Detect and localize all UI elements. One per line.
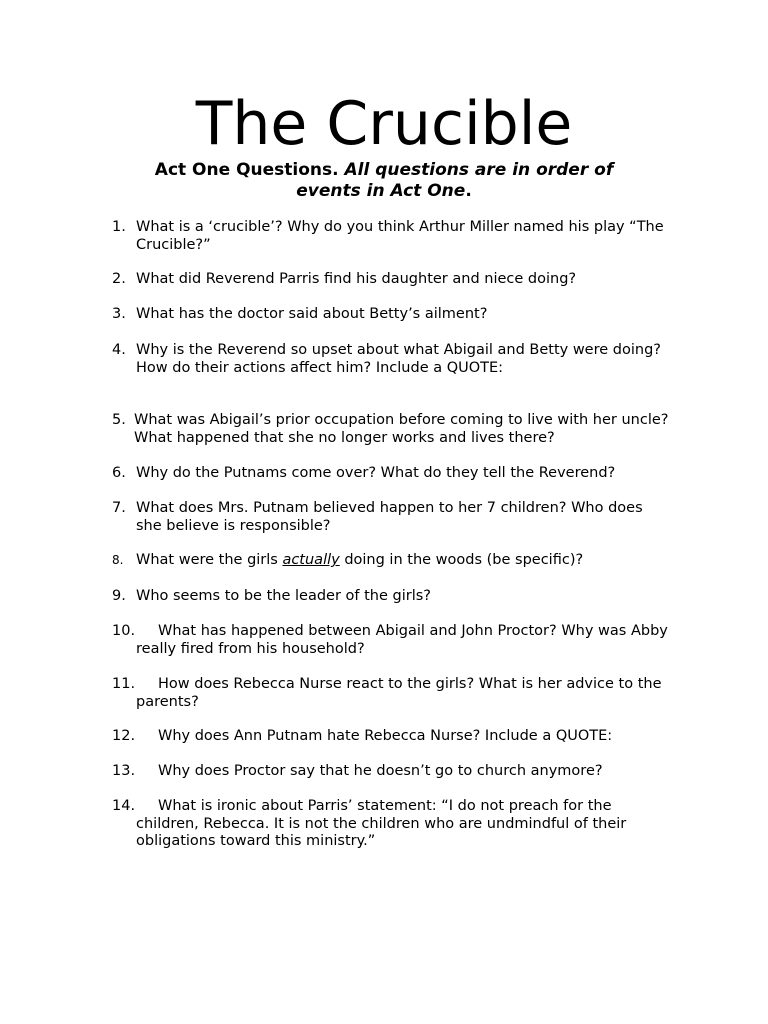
- document-subtitle: [130, 160, 638, 202]
- question-text: What was Abigail’s prior occupation before coming to live with her uncle? What happened that she no longer works and lives there?: [134, 412, 669, 446]
- question-text: What has happened between Abigail and John Proctor? Why was Abby really fired from his household?: [136, 623, 668, 657]
- question-number: 12.: [112, 728, 136, 744]
- document-title: The Crucible: [195, 89, 573, 159]
- question-number: 10.: [112, 623, 136, 639]
- question-number: 8.: [112, 553, 124, 567]
- question-number: 2.: [112, 271, 126, 287]
- question-emphasis: actually: [282, 552, 340, 568]
- question-1: [112, 219, 672, 254]
- question-text: Why is the Reverend so upset about what Abigail and Betty were doing? How do their actions affect him? Include a QUOTE:: [136, 342, 661, 376]
- question-number: 11.: [112, 676, 136, 692]
- question-text: What is a ‘crucible’? Why do you think Arthur Miller named his play “The Crucible?”: [136, 219, 664, 253]
- question-14: [112, 798, 672, 851]
- subtitle-bold: Act One Questions.: [154, 160, 339, 180]
- subtitle-italic: All questions are in order of events in Act One: [296, 160, 614, 201]
- question-text-after: doing in the woods (be specific)?: [339, 552, 584, 568]
- question-12: [112, 728, 672, 746]
- question-9: [112, 588, 672, 606]
- question-7: [112, 500, 672, 535]
- question-number: 3.: [112, 306, 126, 322]
- question-5: [112, 412, 672, 447]
- question-number: 7.: [112, 500, 126, 516]
- subtitle-end: .: [465, 181, 472, 201]
- question-number: 4.: [112, 342, 126, 358]
- question-number: 14.: [112, 798, 136, 814]
- question-6: [112, 465, 672, 483]
- question-text: How does Rebecca Nurse react to the girls? What is her advice to the parents?: [136, 676, 662, 710]
- question-13: [112, 763, 672, 781]
- question-number: 6.: [112, 465, 126, 481]
- question-text: What does Mrs. Putnam believed happen to her 7 children? Who does she believe is responsible?: [136, 500, 643, 534]
- question-text: Who seems to be the leader of the girls?: [136, 588, 431, 604]
- question-2: [112, 271, 672, 289]
- question-text: [112, 552, 672, 570]
- question-number: 1.: [112, 219, 126, 235]
- question-text: Why do the Putnams come over? What do they tell the Reverend?: [136, 465, 616, 481]
- question-text: What is ironic about Parris’ statement: “I do not preach for the children, Rebecca. It is not the children who are undmindful of their obligations toward this ministry.”: [136, 798, 627, 849]
- question-text: Why does Proctor say that he doesn’t go to church anymore?: [158, 763, 603, 779]
- question-text: Why does Ann Putnam hate Rebecca Nurse? Include a QUOTE:: [158, 728, 613, 744]
- question-11: [112, 676, 672, 711]
- question-8: [112, 552, 672, 570]
- question-3: [112, 306, 672, 324]
- question-text: What has the doctor said about Betty’s ailment?: [136, 306, 488, 322]
- question-4: [112, 342, 672, 377]
- question-text: What did Reverend Parris find his daughter and niece doing?: [136, 271, 577, 287]
- question-number: 5.: [112, 412, 126, 428]
- question-number: 13.: [112, 763, 136, 779]
- question-10: [112, 623, 672, 658]
- question-text-before: What were the girls: [136, 552, 283, 568]
- question-number: 9.: [112, 588, 126, 604]
